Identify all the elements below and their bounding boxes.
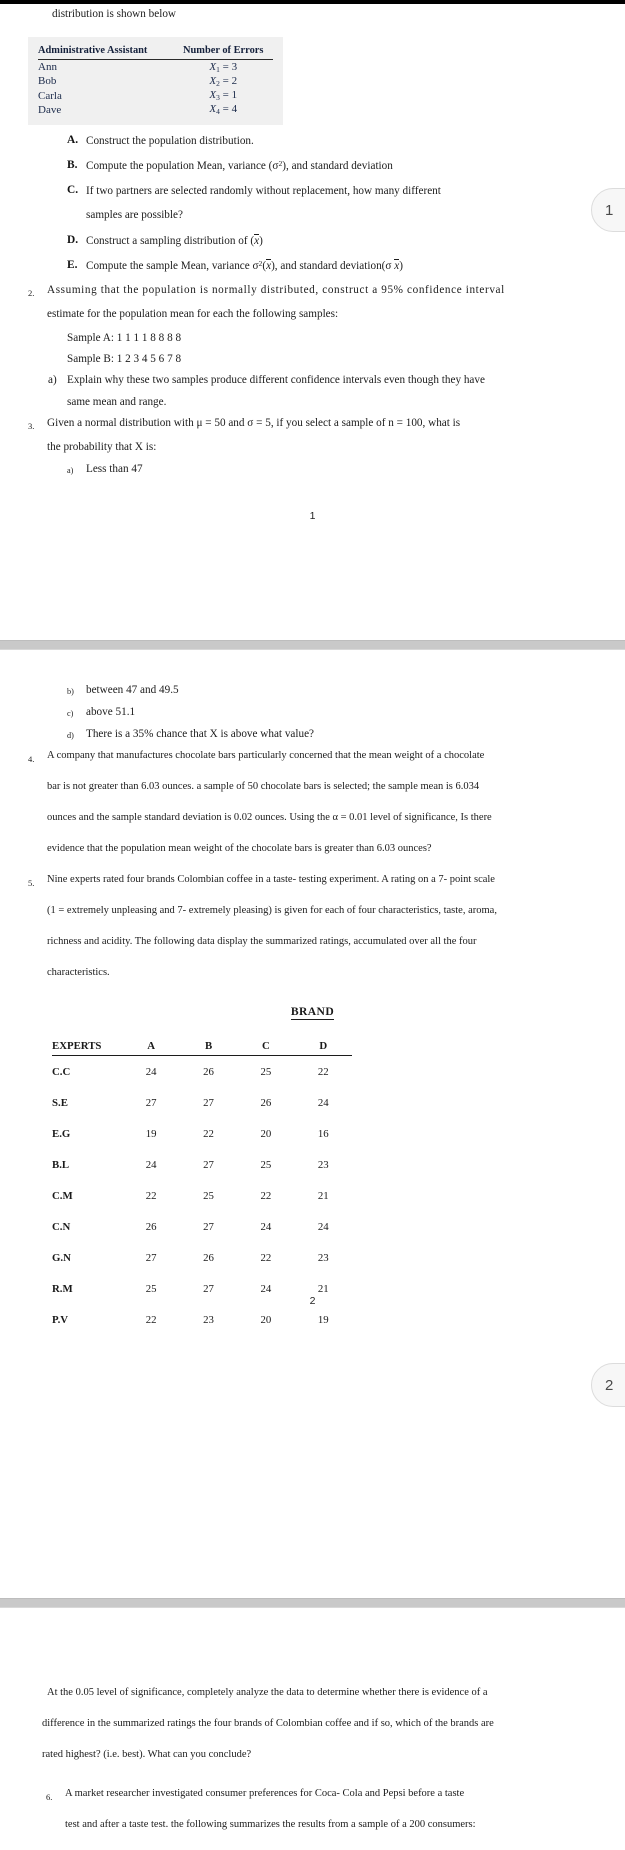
question-3a-marker: a) — [67, 466, 74, 475]
errors-table-header-assistant: Administrative Assistant — [38, 43, 173, 60]
errors-table — [28, 37, 283, 125]
question1-part-a-text: Construct the population distribution. — [86, 135, 254, 147]
table-row — [38, 60, 273, 75]
question-2-marker: 2. — [28, 288, 35, 298]
errors-table-body — [38, 60, 273, 118]
brand-value-a: 24 — [145, 1065, 157, 1078]
question-3d-text: There is a 35% chance that X is above what value? — [86, 728, 315, 740]
brand-expert-name: P.V — [52, 1313, 69, 1326]
question-4-line4: evidence that the population mean weight of the chocolate bars is greater than 6.03 ounces? — [47, 843, 432, 854]
question-2a-line2: same mean and range. — [67, 396, 167, 408]
question-3-line2: the probability that X is: — [47, 441, 157, 453]
question1-part-d-marker: D. — [67, 234, 79, 246]
table-row — [52, 1087, 352, 1118]
question-5-line4: characteristics. — [47, 967, 110, 978]
question-5-cont-line3: rated highest? (i.e. best). What can you conclude? — [42, 1749, 252, 1760]
question-2-sample-a: Sample A: 1 1 1 1 8 8 8 8 — [67, 332, 182, 344]
brand-expert-name: C.M — [52, 1189, 73, 1202]
brand-value-a: 27 — [145, 1251, 157, 1264]
question-2a-line1: Explain why these two samples produce different confidence intervals even though they have — [67, 374, 485, 386]
brand-table-header-a: A — [122, 1040, 179, 1056]
question1-part-b-marker: B. — [67, 159, 78, 171]
x-bar-symbol: x — [394, 260, 400, 273]
question-5-marker: 5. — [28, 878, 35, 888]
question1-part-e-text: Compute the sample Mean, variance $\sigma^2(x)$, and standard deviation(σ x) — [86, 259, 403, 273]
brand-value-b: 22 — [203, 1127, 214, 1140]
brand-table-header-d: D — [295, 1040, 352, 1056]
question-4-line3: ounces and the sample standard deviation is 0.02 ounces. Using the α = 0.01 level of significance, Is there — [47, 812, 492, 823]
brand-value-c: 20 — [260, 1127, 272, 1140]
errors-value-cell: $X_2 = 2$ — [209, 74, 238, 88]
brand-value-d: 23 — [317, 1251, 329, 1264]
brand-value-a: 19 — [145, 1127, 157, 1140]
brand-expert-name: E.G — [52, 1127, 71, 1140]
question-3c-marker: c) — [67, 709, 74, 718]
brand-table-body — [52, 1056, 352, 1336]
question-3a-text: Less than 47 — [86, 463, 143, 475]
brand-expert-name: B.L — [52, 1158, 70, 1171]
table-row — [52, 1304, 352, 1335]
document-page-3 — [0, 1608, 625, 1850]
question1-part-c-line2: samples are possible? — [86, 209, 183, 221]
question-5-line2: (1 = extremely unpleasing and 7- extremely pleasing) is given for each of four characteristics, taste, aroma, — [47, 905, 497, 916]
question-6-line1: A market researcher investigated consumer preferences for Coca- Cola and Pepsi before a taste — [65, 1788, 465, 1799]
brand-value-b: 25 — [203, 1189, 214, 1202]
question-5-cont-line2: difference in the summarized ratings the four brands of Colombian coffee and if so, which of the brands are — [42, 1718, 494, 1729]
table-row — [52, 1056, 352, 1088]
page1-intro-line: distribution is shown below — [52, 8, 176, 20]
table-row — [38, 74, 273, 88]
table-row — [52, 1118, 352, 1149]
brand-value-d: 24 — [317, 1096, 329, 1109]
brand-expert-name: G.N — [52, 1251, 71, 1264]
table-row — [38, 89, 273, 103]
question-2a-marker: a) — [48, 374, 57, 386]
document-page-1 — [0, 4, 625, 640]
brand-value-a: 22 — [145, 1313, 157, 1326]
brand-value-d: 19 — [317, 1313, 329, 1326]
brand-value-a: 22 — [145, 1189, 157, 1202]
question-2-line2: estimate for the population mean for each the following samples: — [47, 308, 339, 320]
question1-part-c-marker: C. — [67, 184, 79, 196]
brand-value-c: 24 — [260, 1220, 272, 1233]
document-page-2 — [0, 650, 625, 1326]
table-row — [52, 1242, 352, 1273]
brand-value-b: 27 — [203, 1158, 214, 1171]
question-3-marker: 3. — [28, 421, 35, 431]
brand-value-d: 22 — [317, 1065, 329, 1078]
page-indicator-badge-2-label: 2 — [605, 1376, 614, 1394]
brand-table-title: BRAND — [290, 1005, 335, 1018]
brand-expert-name: S.E — [52, 1096, 68, 1109]
question-3b-marker: b) — [67, 687, 74, 696]
brand-value-d: 24 — [317, 1220, 329, 1233]
brand-table-header-row — [52, 1040, 352, 1056]
question-3c-text: above 51.1 — [86, 706, 136, 718]
brand-value-b: 26 — [203, 1251, 214, 1264]
brand-value-c: 26 — [260, 1096, 272, 1109]
page-indicator-badge-1-label: 1 — [605, 201, 614, 219]
brand-value-c: 25 — [260, 1158, 272, 1171]
brand-value-c: 25 — [260, 1065, 272, 1078]
table-row — [52, 1180, 352, 1211]
x-bar-symbol: x — [266, 260, 272, 273]
question1-part-a-marker: A. — [67, 134, 79, 146]
question-5-line3: richness and acidity. The following data display the summarized ratings, accumulated over all the four — [47, 936, 477, 947]
brand-table-header-b: B — [180, 1040, 237, 1056]
question-3d-marker: d) — [67, 731, 74, 740]
brand-value-c: 22 — [260, 1251, 272, 1264]
brand-expert-name: R.M — [52, 1282, 73, 1295]
table-row — [52, 1211, 352, 1242]
question-4-line2: bar is not greater than 6.03 ounces. a sample of 50 chocolate bars is selected; the sample mean is 6.034 — [47, 781, 480, 792]
question-2-sample-b: Sample B: 1 2 3 4 5 6 7 8 — [67, 353, 182, 365]
brand-table-header-experts: EXPERTS — [52, 1040, 122, 1056]
errors-value-cell: $X_1 = 3$ — [209, 60, 238, 74]
brand-value-d: 23 — [317, 1158, 329, 1171]
errors-assistant-name: Carla — [38, 89, 62, 102]
question1-part-c-line1: If two partners are selected randomly without replacement, how many different — [86, 185, 441, 197]
brand-value-c: 24 — [260, 1282, 272, 1295]
brand-expert-name: C.C — [52, 1065, 71, 1078]
brand-expert-name: C.N — [52, 1220, 71, 1233]
page-1-footer-number: 1 — [309, 510, 316, 522]
brand-value-b: 26 — [203, 1065, 214, 1078]
errors-table-header-errors: Number of Errors — [173, 43, 273, 60]
brand-value-b: 27 — [203, 1282, 214, 1295]
question-2-line1: Assuming that the population is normally distributed, construct a 95% confidence interval — [47, 284, 505, 296]
errors-value-cell: $X_4 = 4$ — [209, 103, 238, 117]
question-4-marker: 4. — [28, 754, 35, 764]
brand-value-c: 20 — [260, 1313, 272, 1326]
errors-assistant-name: Dave — [38, 103, 62, 116]
brand-value-b: 23 — [203, 1313, 214, 1326]
question-5-line1: Nine experts rated four brands Colombian coffee in a taste- testing experiment. A rating on a 7- point scale — [47, 874, 495, 885]
errors-value-cell: $X_3 = 1$ — [209, 89, 238, 103]
question-3b-text: between 47 and 49.5 — [86, 684, 179, 696]
table-row — [38, 103, 273, 117]
brand-table-header-c: C — [237, 1040, 294, 1056]
question1-part-d-text: Construct a sampling distribution of (x) — [86, 235, 263, 247]
table-row — [52, 1149, 352, 1180]
question-4-line1: A company that manufactures chocolate bars particularly concerned that the mean weight of a chocolate — [47, 750, 485, 761]
question-6-marker: 6. — [46, 1792, 53, 1802]
question1-part-b-text: Compute the population Mean, variance $(\sigma^2)$, and standard deviation — [86, 159, 393, 173]
page-indicator-badge-2[interactable] — [591, 1363, 625, 1407]
brand-value-d: 21 — [317, 1189, 329, 1202]
brand-value-a: 26 — [145, 1220, 157, 1233]
brand-value-b: 27 — [203, 1220, 214, 1233]
errors-assistant-name: Bob — [38, 75, 57, 88]
brand-value-b: 27 — [203, 1096, 214, 1109]
errors-assistant-name: Ann — [38, 61, 57, 74]
question1-part-e-marker: E. — [67, 259, 78, 271]
brand-value-a: 27 — [145, 1096, 157, 1109]
x-bar-symbol: x — [254, 235, 260, 247]
brand-value-c: 22 — [260, 1189, 272, 1202]
question-6-line2: test and after a taste test. the following summarizes the results from a sample of a 200 consumers: — [65, 1819, 476, 1830]
question-3-line1: Given a normal distribution with μ = 50 and σ = 5, if you select a sample of n = 100, what is — [47, 417, 461, 429]
errors-table-header-row — [38, 43, 273, 60]
page-separator-1 — [0, 640, 625, 650]
question-5-cont-line1: At the 0.05 level of significance, completely analyze the data to determine whether there is evidence of a — [47, 1687, 488, 1698]
brand-value-d: 16 — [317, 1127, 329, 1140]
brand-value-d: 21 — [317, 1282, 329, 1295]
brand-value-a: 24 — [145, 1158, 157, 1171]
page-separator-2 — [0, 1598, 625, 1608]
brand-ratings-table — [52, 1040, 352, 1335]
page-2-footer-number: 2 — [309, 1295, 316, 1307]
brand-value-a: 25 — [145, 1282, 157, 1295]
